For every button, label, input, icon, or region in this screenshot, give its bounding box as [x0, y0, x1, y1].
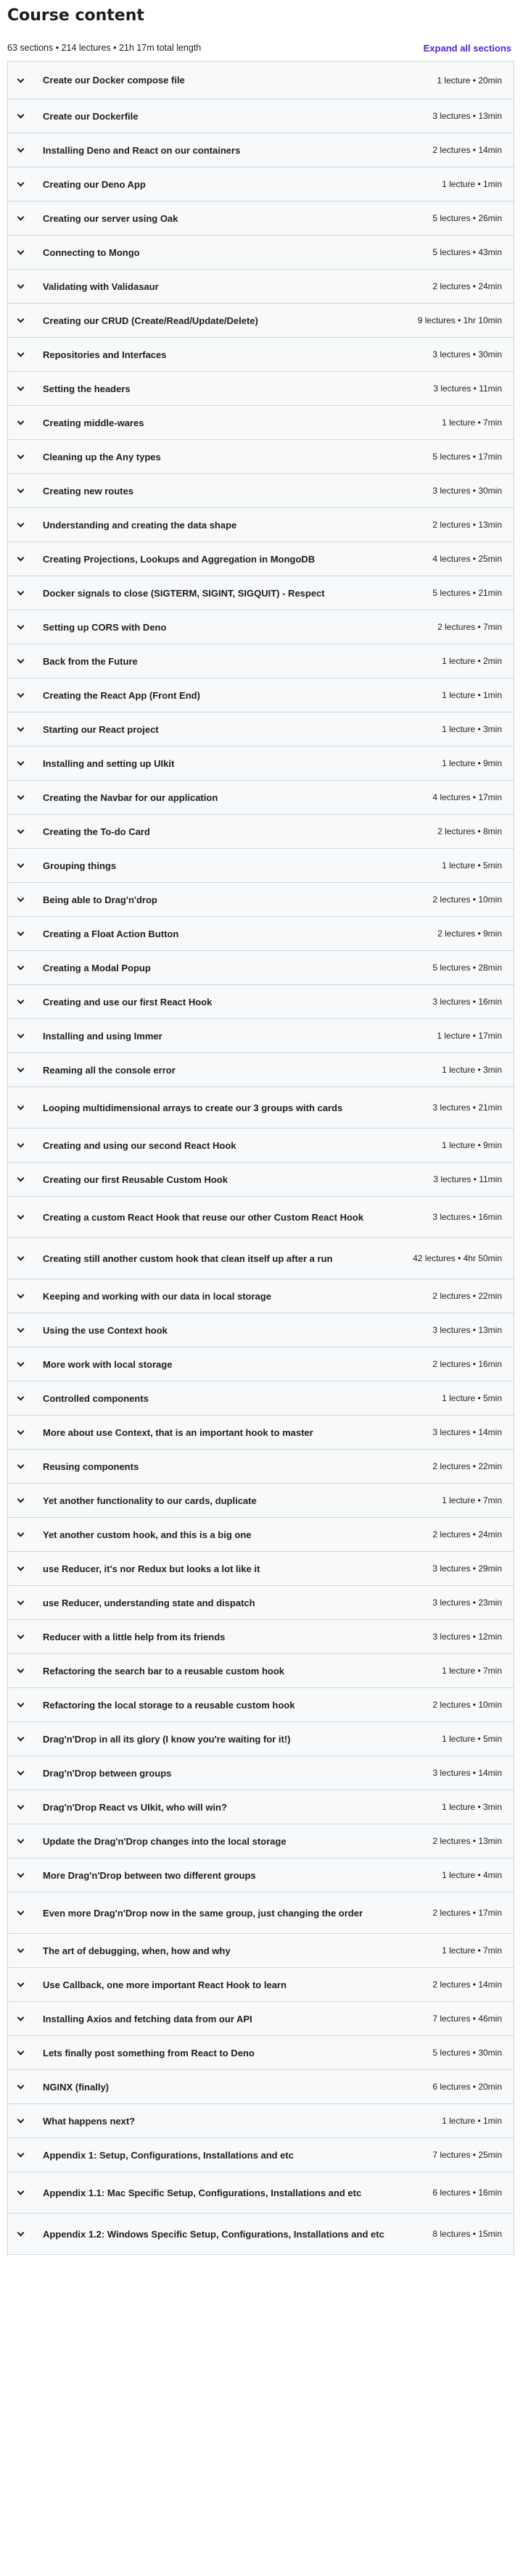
chevron-down-icon: [17, 2188, 25, 2195]
course-section[interactable]: [8, 1654, 514, 1688]
chevron-down-icon: [17, 146, 25, 153]
section-lecture-info: 3 lectures • 29min: [432, 1563, 502, 1574]
section-title: Grouping things: [43, 860, 117, 871]
section-title: Drag'n'Drop between groups: [43, 1767, 172, 1779]
section-title: Update the Drag'n'Drop changes into the local storage: [43, 1835, 287, 1847]
section-lecture-info: 2 lectures • 13min: [432, 520, 502, 530]
section-title: Creating Projections, Lookups and Aggregation in MongoDB: [43, 553, 316, 565]
section-lecture-info: 3 lectures • 13min: [432, 111, 502, 121]
course-section[interactable]: [8, 644, 514, 678]
course-section[interactable]: [8, 1858, 514, 1892]
course-section[interactable]: [8, 62, 514, 99]
chevron-down-icon: [17, 657, 25, 664]
course-section[interactable]: [8, 1484, 514, 1518]
course-section[interactable]: [8, 1087, 514, 1129]
section-lecture-info: 8 lectures • 15min: [432, 2229, 502, 2239]
chevron-down-icon: [17, 1598, 25, 1605]
section-title: Lets finally post something from React to Deno: [43, 2047, 255, 2058]
section-title: Creating our first Reusable Custom Hook: [43, 1173, 228, 1185]
chevron-down-icon: [17, 1254, 25, 1261]
chevron-down-icon: [17, 997, 25, 1005]
section-title: Understanding and creating the data shape: [43, 519, 237, 531]
section-lecture-info: 1 lecture • 5min: [442, 860, 502, 871]
section-lecture-info: 1 lecture • 2min: [442, 656, 502, 666]
chevron-down-icon: [17, 1946, 25, 1953]
section-lecture-info: 3 lectures • 12min: [432, 1632, 502, 1642]
chevron-down-icon: [17, 112, 25, 119]
section-lecture-info: 3 lectures • 11min: [433, 1174, 502, 1184]
section-title: Creating still another custom hook that clean itself up after a run: [43, 1252, 333, 1264]
chevron-down-icon: [17, 1632, 25, 1640]
section-title: Cleaning up the Any types: [43, 451, 161, 462]
section-lecture-info: 1 lecture • 9min: [442, 1140, 502, 1150]
chevron-down-icon: [17, 1326, 25, 1333]
chevron-down-icon: [17, 1175, 25, 1182]
chevron-down-icon: [17, 452, 25, 460]
section-lecture-info: 2 lectures • 24min: [432, 281, 502, 291]
section-lecture-info: 9 lectures • 1hr 10min: [417, 315, 502, 325]
section-title: use Reducer, it's nor Redux but looks a lot like it: [43, 1563, 260, 1574]
course-section[interactable]: [8, 815, 514, 849]
course-section[interactable]: [8, 406, 514, 440]
section-title: Creating the To-do Card: [43, 826, 150, 837]
section-lecture-info: 5 lectures • 30min: [432, 2048, 502, 2058]
course-section[interactable]: [8, 1053, 514, 1087]
section-title: Using the use Context hook: [43, 1324, 168, 1336]
chevron-down-icon: [17, 1769, 25, 1776]
course-section[interactable]: [8, 2036, 514, 2070]
section-lecture-info: 2 lectures • 13min: [432, 1836, 502, 1846]
section-lecture-info: 5 lectures • 43min: [432, 247, 502, 257]
section-title: Yet another custom hook, and this is a big one: [43, 1529, 252, 1540]
section-title: Starting our React project: [43, 723, 159, 735]
section-lecture-info: 1 lecture • 7min: [442, 1666, 502, 1676]
course-section[interactable]: [8, 781, 514, 815]
course-section[interactable]: [8, 712, 514, 747]
course-section[interactable]: [8, 1934, 514, 1968]
section-lecture-info: 1 lecture • 1min: [442, 2116, 502, 2126]
chevron-down-icon: [17, 1564, 25, 1571]
course-section[interactable]: [8, 678, 514, 712]
course-section[interactable]: [8, 1824, 514, 1858]
chevron-down-icon: [17, 1141, 25, 1148]
course-section[interactable]: [8, 2138, 514, 2172]
chevron-down-icon: [17, 589, 25, 596]
chevron-down-icon: [17, 350, 25, 357]
course-section[interactable]: [8, 1313, 514, 1347]
section-title: Controlled components: [43, 1392, 149, 1404]
section-title: Creating and use our first React Hook: [43, 996, 213, 1007]
chevron-down-icon: [17, 2014, 25, 2022]
section-lecture-info: 1 lecture • 3min: [442, 724, 502, 734]
section-lecture-info: 3 lectures • 23min: [432, 1597, 502, 1608]
section-lecture-info: 4 lectures • 25min: [432, 554, 502, 564]
chevron-down-icon: [17, 1394, 25, 1401]
course-section[interactable]: [8, 1129, 514, 1163]
section-title: Creating a Modal Popup: [43, 962, 151, 973]
section-title: More about use Context, that is an important hook to master: [43, 1426, 313, 1438]
chevron-down-icon: [17, 1213, 25, 1220]
course-meta-bar: [7, 35, 514, 61]
course-section[interactable]: [8, 133, 514, 167]
section-lecture-info: 7 lectures • 25min: [432, 2150, 502, 2160]
course-section[interactable]: [8, 951, 514, 985]
chevron-down-icon: [17, 1734, 25, 1742]
section-lecture-info: 3 lectures • 21min: [432, 1102, 502, 1113]
section-title: More work with local storage: [43, 1358, 173, 1370]
section-title: Being able to Drag'n'drop: [43, 894, 157, 905]
section-title: Create our Docker compose file: [43, 75, 185, 86]
course-section[interactable]: [8, 1756, 514, 1790]
course-section[interactable]: [8, 1688, 514, 1722]
section-lecture-info: 1 lecture • 1min: [442, 179, 502, 189]
section-lecture-info: 1 lecture • 4min: [442, 1870, 502, 1880]
course-section[interactable]: [8, 1197, 514, 1238]
section-lecture-info: 2 lectures • 10min: [432, 1700, 502, 1710]
section-title: Docker signals to close (SIGTERM, SIGINT, SIGQUIT) - Respect: [43, 587, 325, 599]
chevron-down-icon: [17, 1803, 25, 1810]
course-section[interactable]: [8, 1450, 514, 1484]
chevron-down-icon: [17, 2116, 25, 2124]
section-title: use Reducer, understanding state and dispatch: [43, 1597, 255, 1608]
section-title: Creating our Deno App: [43, 178, 146, 190]
section-title: Creating the React App (Front End): [43, 689, 200, 701]
chevron-down-icon: [17, 214, 25, 221]
chevron-down-icon: [17, 384, 25, 391]
section-lecture-info: 3 lectures • 30min: [432, 486, 502, 496]
course-section[interactable]: [8, 236, 514, 270]
course-section[interactable]: [8, 985, 514, 1019]
section-lecture-info: 3 lectures • 13min: [432, 1325, 502, 1335]
course-section[interactable]: [8, 1019, 514, 1053]
course-section[interactable]: [8, 1586, 514, 1620]
course-section[interactable]: [8, 1552, 514, 1586]
chevron-down-icon: [17, 623, 25, 630]
course-section[interactable]: [8, 2070, 514, 2104]
chevron-down-icon: [17, 1496, 25, 1503]
chevron-down-icon: [17, 963, 25, 971]
chevron-down-icon: [17, 793, 25, 800]
section-lecture-info: 3 lectures • 30min: [432, 349, 502, 360]
section-title: Creating a custom React Hook that reuse our other Custom React Hook: [43, 1211, 364, 1223]
chevron-down-icon: [17, 2082, 25, 2090]
chevron-down-icon: [17, 486, 25, 494]
chevron-down-icon: [17, 691, 25, 698]
course-section[interactable]: [8, 338, 514, 372]
section-lecture-info: 2 lectures • 22min: [432, 1291, 502, 1301]
section-lecture-info: 1 lecture • 7min: [442, 1495, 502, 1505]
course-section[interactable]: [8, 201, 514, 236]
chevron-down-icon: [17, 725, 25, 732]
section-lecture-info: 1 lecture • 5min: [442, 1393, 502, 1403]
section-title: Create our Dockerfile: [43, 110, 139, 122]
section-lecture-info: 2 lectures • 7min: [437, 622, 502, 632]
course-section[interactable]: [8, 440, 514, 474]
section-lecture-info: 4 lectures • 17min: [432, 792, 502, 802]
chevron-down-icon: [17, 418, 25, 425]
chevron-down-icon: [17, 759, 25, 766]
section-title: Creating the Navbar for our application: [43, 792, 218, 803]
course-section[interactable]: [8, 917, 514, 951]
section-lecture-info: 5 lectures • 21min: [432, 588, 502, 598]
section-title: The art of debugging, when, how and why: [43, 1945, 231, 1956]
section-lecture-info: 1 lecture • 20min: [437, 75, 502, 86]
section-list: [7, 61, 514, 2255]
section-title: Creating our server using Oak: [43, 212, 178, 224]
course-section[interactable]: [8, 1382, 514, 1416]
section-lecture-info: 2 lectures • 16min: [432, 1359, 502, 1369]
course-section[interactable]: [8, 1722, 514, 1756]
chevron-down-icon: [17, 180, 25, 187]
course-section[interactable]: [8, 1620, 514, 1654]
section-title: Drag'n'Drop React vs UIkit, who will win?: [43, 1801, 227, 1813]
section-title: Validating with Validasaur: [43, 281, 159, 292]
section-title: Connecting to Mongo: [43, 246, 140, 258]
course-section[interactable]: [8, 2172, 514, 2214]
section-title: Appendix 1.1: Mac Specific Setup, Configurations, Installations and etc: [43, 2187, 362, 2198]
section-lecture-info: 1 lecture • 3min: [442, 1802, 502, 1812]
section-title: Even more Drag'n'Drop now in the same group, just changing the order: [43, 1907, 363, 1919]
section-lecture-info: 2 lectures • 24min: [432, 1529, 502, 1540]
chevron-down-icon: [17, 1103, 25, 1110]
section-lecture-info: 5 lectures • 28min: [432, 963, 502, 973]
course-section[interactable]: [8, 304, 514, 338]
section-lecture-info: 6 lectures • 16min: [432, 2187, 502, 2198]
section-lecture-info: 2 lectures • 14min: [432, 145, 502, 155]
chevron-down-icon: [17, 1428, 25, 1435]
section-lecture-info: 2 lectures • 10min: [432, 894, 502, 905]
course-section[interactable]: [8, 1892, 514, 1934]
section-title: Reaming all the console error: [43, 1064, 176, 1076]
course-summary: 63 sections • 214 lectures • 21h 17m total length: [7, 43, 202, 53]
chevron-down-icon: [17, 861, 25, 868]
chevron-down-icon: [17, 929, 25, 936]
section-title: Back from the Future: [43, 655, 138, 667]
section-title: Refactoring the search bar to a reusable custom hook: [43, 1665, 285, 1677]
section-title: Creating middle-wares: [43, 417, 144, 428]
course-section[interactable]: [8, 1968, 514, 2002]
chevron-down-icon: [17, 1462, 25, 1469]
chevron-down-icon: [17, 1360, 25, 1367]
course-section[interactable]: [8, 167, 514, 201]
section-title: Use Callback, one more important React Hook to learn: [43, 1979, 287, 1990]
chevron-down-icon: [17, 1666, 25, 1674]
section-title: Refactoring the local storage to a reusable custom hook: [43, 1699, 295, 1711]
course-section[interactable]: [8, 2002, 514, 2036]
section-title: Setting the headers: [43, 383, 131, 394]
section-title: Creating and using our second React Hook: [43, 1139, 236, 1151]
section-lecture-info: 7 lectures • 46min: [432, 2014, 502, 2024]
section-lecture-info: 1 lecture • 9min: [442, 758, 502, 768]
chevron-down-icon: [17, 1908, 25, 1916]
section-title: Creating our CRUD (Create/Read/Update/Delete): [43, 315, 258, 326]
chevron-down-icon: [17, 1031, 25, 1039]
course-section[interactable]: [8, 1518, 514, 1552]
section-title: Reducer with a little help from its friends: [43, 1631, 226, 1642]
section-title: Appendix 1.2: Windows Specific Setup, Configurations, Installations and etc: [43, 2228, 384, 2240]
course-section[interactable]: [8, 2104, 514, 2138]
section-lecture-info: 5 lectures • 17min: [432, 452, 502, 462]
section-title: Appendix 1: Setup, Configurations, Installations and etc: [43, 2149, 294, 2161]
course-section[interactable]: [8, 270, 514, 304]
section-title: Reusing components: [43, 1461, 139, 1472]
chevron-down-icon: [17, 827, 25, 834]
chevron-down-icon: [17, 1871, 25, 1878]
chevron-down-icon: [17, 554, 25, 562]
course-section[interactable]: [8, 99, 514, 133]
course-section[interactable]: [8, 883, 514, 917]
section-lecture-info: 2 lectures • 14min: [432, 1979, 502, 1990]
course-section[interactable]: [8, 542, 514, 576]
chevron-down-icon: [17, 895, 25, 902]
section-lecture-info: 1 lecture • 3min: [442, 1065, 502, 1075]
page-title: Course content: [7, 7, 144, 25]
chevron-down-icon: [17, 316, 25, 323]
chevron-down-icon: [17, 1837, 25, 1844]
section-title: Keeping and working with our data in local storage: [43, 1290, 271, 1302]
section-title: Creating new routes: [43, 485, 133, 496]
expand-all-button[interactable]: Expand all sections: [423, 42, 511, 54]
chevron-down-icon: [17, 1980, 25, 1987]
section-lecture-info: 3 lectures • 11min: [433, 383, 502, 394]
course-section[interactable]: [8, 1347, 514, 1382]
chevron-down-icon: [17, 520, 25, 528]
chevron-down-icon: [17, 1530, 25, 1537]
chevron-down-icon: [17, 2048, 25, 2056]
chevron-down-icon: [17, 282, 25, 289]
section-lecture-info: 3 lectures • 16min: [432, 997, 502, 1007]
section-title: Installing Deno and React on our containers: [43, 144, 241, 156]
course-section[interactable]: [8, 610, 514, 644]
section-lecture-info: 2 lectures • 8min: [437, 826, 502, 836]
section-lecture-info: 3 lectures • 16min: [432, 1212, 502, 1222]
section-title: Yet another functionality to our cards, duplicate: [43, 1495, 257, 1506]
section-lecture-info: 3 lectures • 14min: [432, 1768, 502, 1778]
chevron-down-icon: [17, 75, 25, 83]
section-lecture-info: 5 lectures • 26min: [432, 213, 502, 223]
section-lecture-info: 1 lecture • 7min: [442, 1945, 502, 1956]
section-title: NGINX (finally): [43, 2081, 110, 2093]
section-title: Installing Axios and fetching data from our API: [43, 2013, 252, 2024]
chevron-down-icon: [17, 2151, 25, 2158]
section-lecture-info: 3 lectures • 14min: [432, 1427, 502, 1437]
section-lecture-info: 42 lectures • 4hr 50min: [413, 1253, 502, 1263]
chevron-down-icon: [17, 1065, 25, 1073]
section-lecture-info: 2 lectures • 9min: [437, 928, 502, 939]
section-title: Repositories and Interfaces: [43, 349, 167, 360]
section-lecture-info: 2 lectures • 17min: [432, 1908, 502, 1918]
course-section[interactable]: [8, 474, 514, 508]
chevron-down-icon: [17, 248, 25, 255]
course-section[interactable]: [8, 372, 514, 406]
section-title: What happens next?: [43, 2115, 136, 2127]
course-section[interactable]: [8, 1416, 514, 1450]
course-section[interactable]: [8, 849, 514, 883]
chevron-down-icon: [17, 2230, 25, 2237]
course-section[interactable]: [8, 1790, 514, 1824]
section-lecture-info: 1 lecture • 17min: [437, 1031, 502, 1041]
section-lecture-info: 1 lecture • 5min: [442, 1734, 502, 1744]
section-title: Looping multidimensional arrays to create our 3 groups with cards: [43, 1102, 343, 1113]
course-section[interactable]: [8, 1163, 514, 1197]
section-title: Creating a Float Action Button: [43, 928, 179, 939]
course-section[interactable]: [8, 1238, 514, 1279]
course-section[interactable]: [8, 1279, 514, 1313]
section-title: Drag'n'Drop in all its glory (I know you're waiting for it!): [43, 1733, 291, 1745]
section-title: Installing and setting up UIkit: [43, 757, 175, 769]
section-title: More Drag'n'Drop between two different groups: [43, 1869, 256, 1881]
section-title: Setting up CORS with Deno: [43, 621, 167, 633]
section-lecture-info: 2 lectures • 22min: [432, 1461, 502, 1471]
section-lecture-info: 6 lectures • 20min: [432, 2082, 502, 2092]
course-section[interactable]: [8, 508, 514, 542]
course-section[interactable]: [8, 576, 514, 610]
course-section[interactable]: [8, 747, 514, 781]
course-section[interactable]: [8, 2214, 514, 2255]
section-title: Installing and using Immer: [43, 1030, 162, 1042]
section-lecture-info: 1 lecture • 1min: [442, 690, 502, 700]
section-lecture-info: 1 lecture • 7min: [442, 417, 502, 428]
chevron-down-icon: [17, 1700, 25, 1708]
chevron-down-icon: [17, 1292, 25, 1299]
